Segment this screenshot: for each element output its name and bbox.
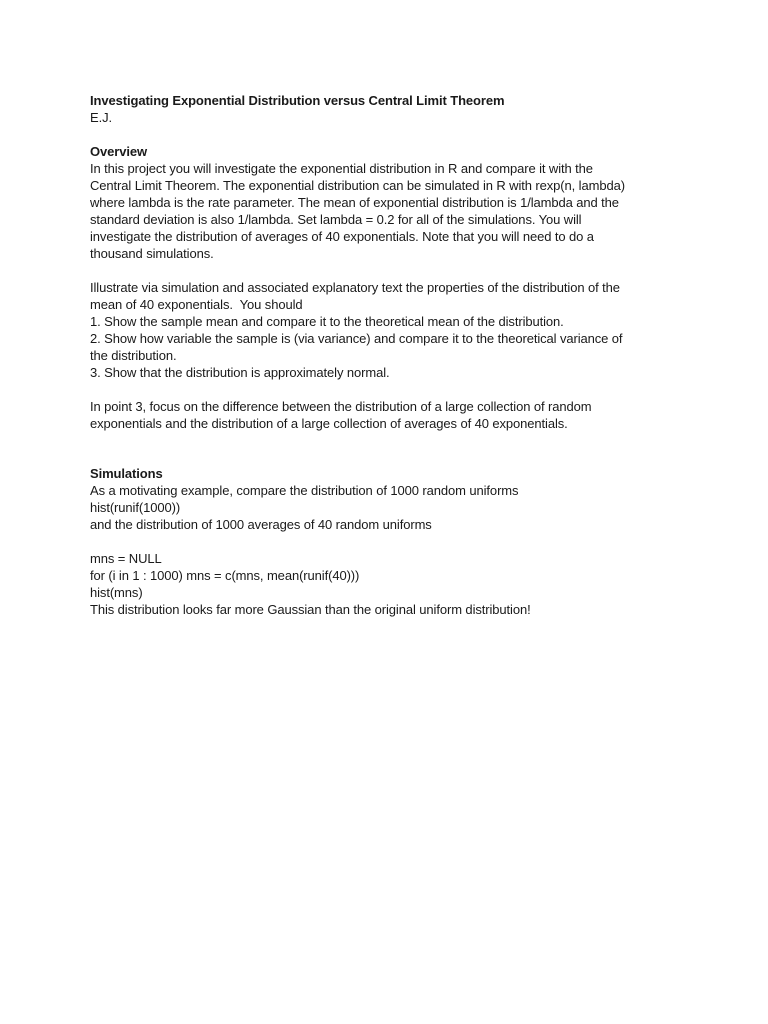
list-item: the distribution. bbox=[90, 348, 177, 363]
paragraph-line: investigate the distribution of averages of 40 exponentials. Note that you will need to do a bbox=[90, 229, 594, 244]
spacer bbox=[90, 126, 680, 143]
paragraph-line: thousand simulations. bbox=[90, 246, 214, 261]
paragraph-line: where lambda is the rate parameter. The mean of exponential distribution is 1/lambda and the bbox=[90, 195, 619, 210]
spacer bbox=[90, 262, 680, 279]
paragraph-line: exponentials and the distribution of a large collection of averages of 40 exponentials. bbox=[90, 416, 568, 431]
paragraph-line: In point 3, focus on the difference between the distribution of a large collection of random bbox=[90, 399, 592, 414]
spacer bbox=[90, 533, 680, 550]
paragraph-line: This distribution looks far more Gaussian than the original uniform distribution! bbox=[90, 602, 531, 617]
list-item: 2. Show how variable the sample is (via variance) and compare it to the theoretical variance of bbox=[90, 331, 623, 346]
document-author: E.J. bbox=[90, 110, 112, 125]
paragraph-line: In this project you will investigate the exponential distribution in R and compare it with the bbox=[90, 161, 593, 176]
code-line: for (i in 1 : 1000) mns = c(mns, mean(runif(40))) bbox=[90, 568, 360, 583]
simulations-block-a bbox=[90, 482, 680, 533]
document-title: Investigating Exponential Distribution versus Central Limit Theorem bbox=[90, 93, 505, 108]
list-item: 1. Show the sample mean and compare it to the theoretical mean of the distribution. bbox=[90, 314, 564, 329]
code-line: mns = NULL bbox=[90, 551, 162, 566]
code-line: hist(runif(1000)) bbox=[90, 500, 181, 515]
overview-paragraph bbox=[90, 160, 680, 262]
paragraph-line: standard deviation is also 1/lambda. Set lambda = 0.2 for all of the simulations. You will bbox=[90, 212, 582, 227]
paragraph-line: mean of 40 exponentials. You should bbox=[90, 297, 303, 312]
spacer bbox=[90, 381, 680, 398]
simulations-heading: Simulations bbox=[90, 466, 163, 481]
list-item: 3. Show that the distribution is approximately normal. bbox=[90, 365, 390, 380]
illustrate-paragraph bbox=[90, 279, 680, 381]
code-line: hist(mns) bbox=[90, 585, 143, 600]
paragraph-line: Illustrate via simulation and associated explanatory text the properties of the distribution of the bbox=[90, 280, 620, 295]
paragraph-line: and the distribution of 1000 averages of 40 random uniforms bbox=[90, 517, 432, 532]
document-page bbox=[90, 92, 680, 618]
spacer bbox=[90, 432, 680, 465]
paragraph-line: As a motivating example, compare the distribution of 1000 random uniforms bbox=[90, 483, 519, 498]
overview-heading: Overview bbox=[90, 144, 148, 159]
simulations-block-b bbox=[90, 550, 680, 618]
paragraph-line: Central Limit Theorem. The exponential distribution can be simulated in R with rexp(n, lambda) bbox=[90, 178, 625, 193]
point3-paragraph bbox=[90, 398, 680, 432]
